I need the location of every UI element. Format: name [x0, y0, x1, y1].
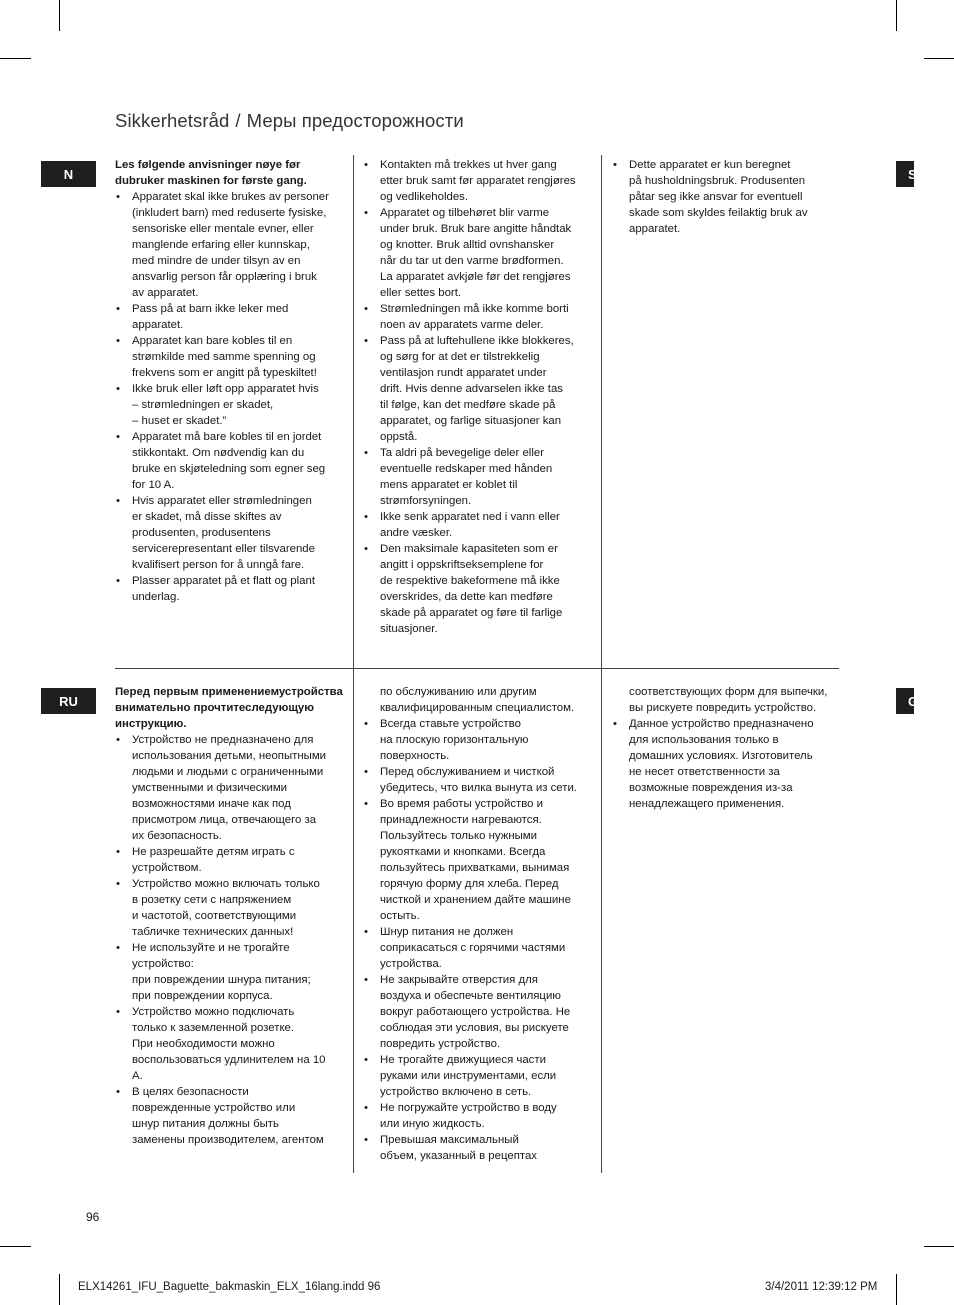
text-line: og knotter. Bruk alltid ovnshansker [380, 239, 555, 251]
text-line: • Не разрешайте детям играть с [132, 846, 295, 858]
text-line: • Не используйте и не трогайте [132, 942, 290, 954]
text-line: de respektive bakeformene må ikke [380, 575, 560, 587]
text-line: • Шнур питания не должен [380, 926, 514, 938]
text-line: • Во время работы устройство и [380, 798, 544, 810]
text-line: under bruk. Bruk bare angitte håndtak [380, 223, 572, 235]
text-line: • В целях безопасности [132, 1086, 249, 1098]
text-line: в розетку сети с напряжением [132, 894, 292, 906]
text-line: eventuelle redskaper med hånden [380, 463, 553, 475]
list-item [115, 1084, 350, 1148]
text-line: • Устройство можно включать только [132, 878, 320, 890]
text-line: • Не погружайте устройство в воду [380, 1102, 557, 1114]
text-line: apparatet, og farlige situasjoner kan [380, 415, 562, 427]
text-line: повредить устройство. [380, 1038, 501, 1050]
text-line: apparatet. [132, 319, 184, 331]
text-line: angitt i oppskriftseksemplene for [380, 559, 544, 571]
text-line: • Перед обслуживанием и чисткой [380, 766, 555, 778]
text-line: вы рискуете повредить устройство. [629, 702, 817, 714]
list-item [363, 796, 598, 924]
text-line: på husholdningsbruk. Produsenten [629, 175, 806, 187]
text-line: for 10 A. [132, 479, 175, 491]
text-line: • Pass på at barn ikke leker med [132, 303, 289, 315]
text-line: возможные повреждения из-за [629, 782, 793, 794]
text-line: Перед первым применением [115, 686, 279, 698]
text-line: drift. Hvis denne advarselen ikke tas [380, 383, 563, 395]
text-line: stikkontakt. Om nødvendig kan du [132, 447, 305, 459]
text-line: или иную жидкость. [380, 1118, 485, 1130]
text-line: (inkludert barn) med reduserte fysiske, [132, 207, 327, 219]
text-line: etter bruk samt før apparatet rengjøres [380, 175, 576, 187]
text-line: при повреждении шнура питания; [132, 974, 311, 986]
text-line: • Ikke senk apparatet ned i vann eller [380, 511, 560, 523]
text-line: når du tar ut den varme brødformen. [380, 255, 564, 267]
text-line: påtar seg ikke ansvar for eventuell [629, 191, 803, 203]
list-item [612, 157, 847, 237]
text-line: принадлежности нагреваются. [380, 814, 542, 826]
text-line: ненадлежащего применения. [629, 798, 785, 810]
text-line: med mindre de under tilsyn av en [132, 255, 301, 267]
ru-column-1 [115, 684, 350, 1148]
ru-column-3 [612, 684, 847, 812]
text-line: bruke en skjøteledning som egner seg [132, 463, 326, 475]
text-line: А. [132, 1070, 143, 1082]
text-line: воспользоваться удлинителем на 10 [132, 1054, 326, 1066]
text-line: возможностями иначе как под [132, 798, 291, 810]
text-line: • Den maksimale kapasiteten som er [380, 543, 558, 555]
text-line: чисткой и хранением дайте машине [380, 894, 571, 906]
text-line: oppstå. [380, 431, 418, 443]
text-line: шнур питания должны быть [132, 1118, 279, 1130]
text-line: устройство включено в сеть. [380, 1086, 532, 1098]
text-line: только к заземленной розетке. [132, 1022, 295, 1034]
text-line: • Apparatet skal ikke brukes av personer [132, 191, 329, 203]
section-heading [115, 157, 350, 189]
text-line: • Apparatet og tilbehøret blir varme [380, 207, 550, 219]
text-line: mens apparatet er koblet til [380, 479, 518, 491]
language-tab-right-bottom: G [896, 688, 914, 714]
text-line: og sørg for at det er tilstrekkelig [380, 351, 540, 363]
text-line: La apparatet avkjøle før det rengjøres [380, 271, 571, 283]
text-line: табличке технических данных! [132, 926, 294, 938]
text-line: горячую форму для хлеба. Перед [380, 878, 559, 890]
text-line: остыть. [380, 910, 420, 922]
crop-mark [924, 1246, 954, 1247]
text-line: соответствующих форм для выпечки, [629, 686, 828, 698]
text-line: av apparatet. [132, 287, 199, 299]
text-line: использования детьми, неопытными [132, 750, 327, 762]
text-line: устройства. [380, 958, 442, 970]
text-line: underlag. [132, 591, 180, 603]
ru-column-2 [363, 684, 598, 1164]
text-line: • Ta aldri på bevegelige deler eller [380, 447, 545, 459]
list-item [363, 1052, 598, 1100]
text-line: • Plasser apparatet på et flatt og plant [132, 575, 316, 587]
text-line: домашних условиях. Изготовитель [629, 750, 813, 762]
text-line: Пользуйтесь только нужными [380, 830, 537, 842]
bullet-list [612, 157, 847, 237]
language-tab-no: N [41, 161, 96, 187]
text-line: produsenten, produsentens [132, 527, 271, 539]
text-line: умственными и физическими [132, 782, 288, 794]
text-line: er skadet, må disse skiftes av [132, 511, 282, 523]
list-item [363, 541, 598, 637]
text-line: убедитесь, что вилка вынута из сети. [380, 782, 577, 794]
text-line: при повреждении корпуса. [132, 990, 273, 1002]
text-line: strømforsyningen. [380, 495, 472, 507]
bullet-list [115, 189, 350, 605]
text-line: • Pass på at luftehullene ikke blokkeres, [380, 335, 574, 347]
text-line: situasjoner. [380, 623, 438, 635]
crop-mark [896, 0, 897, 31]
list-item [115, 381, 350, 429]
section-divider [115, 668, 839, 669]
list-item [612, 716, 847, 812]
list-item [363, 924, 598, 972]
text-line: поверхность. [380, 750, 450, 762]
text-line: При необходимости можно [132, 1038, 275, 1050]
text-line: noen av apparatets varme deler. [380, 319, 544, 331]
list-item [115, 876, 350, 940]
text-line: andre væsker. [380, 527, 453, 539]
column-divider [601, 155, 602, 669]
column-divider [353, 669, 354, 1173]
text-line: ventilasjon rundt apparatet under [380, 367, 547, 379]
text-line: Les følgende anvisninger nøye før du [115, 159, 301, 187]
text-line: людьми и людьми с ограниченными [132, 766, 324, 778]
text-line: eller settes bort. [380, 287, 462, 299]
text-line: skade som skyldes feilaktig bruk av [629, 207, 808, 219]
text-line: • Не закрывайте отверстия для [380, 974, 538, 986]
crop-mark [0, 1246, 31, 1247]
list-item [115, 844, 350, 876]
list-item [363, 205, 598, 301]
text-line: • Превышая максимальный [380, 1134, 519, 1146]
text-line: объем, указанный в рецептах [380, 1150, 537, 1162]
list-item-continuation [363, 684, 598, 716]
column-divider [353, 155, 354, 669]
text-line: пользуйтесь прихватками, вынимая [380, 862, 570, 874]
language-tab-ru: RU [41, 688, 96, 714]
text-line: skade på apparatet og føre til farlige [380, 607, 563, 619]
text-line: • Kontakten må trekkes ut hver gang [380, 159, 557, 171]
text-line: устройство: [132, 958, 194, 970]
text-line: устройством. [132, 862, 202, 874]
page-number: 96 [86, 1210, 100, 1224]
text-line: servicerepresentant eller tilsvarende [132, 543, 315, 555]
list-item [115, 333, 350, 381]
text-line: соблюдая эти условия, вы рискуете [380, 1022, 569, 1034]
crop-mark [0, 58, 31, 59]
text-line: sensoriske eller mentale evner, eller [132, 223, 314, 235]
list-item [363, 716, 598, 764]
text-line: следующую инструкцию. [115, 702, 314, 730]
text-line: manglende erfaring eller kunnskap, [132, 239, 310, 251]
list-item [115, 301, 350, 333]
bullet-list [363, 157, 598, 637]
text-line: по обслуживанию или другим [380, 686, 537, 698]
text-line: рукоятками и кнопками. Всегда [380, 846, 546, 858]
list-item [363, 972, 598, 1052]
text-line: поврежденные устройство или [132, 1102, 296, 1114]
text-line: • Не трогайте движущиеся части [380, 1054, 546, 1066]
text-line: overskrides, da dette kan medføre [380, 591, 553, 603]
text-line: • Apparatet kan bare kobles til en [132, 335, 293, 347]
list-item [115, 189, 350, 301]
text-line: • Dette apparatet er kun beregnet [629, 159, 791, 171]
column-divider [601, 669, 602, 1173]
list-item [363, 509, 598, 541]
list-item [363, 301, 598, 333]
list-item [363, 764, 598, 796]
footer-filename: ELX14261_IFU_Baguette_bakmaskin_ELX_16lang.indd 96 [78, 1281, 381, 1293]
bullet-list [612, 684, 847, 812]
text-line: til følge, kan det medføre skade på [380, 399, 556, 411]
text-line: • Strømledningen må ikke komme borti [380, 303, 569, 315]
text-line: apparatet. [629, 223, 681, 235]
text-line: • Всегда ставьте устройство [380, 718, 521, 730]
text-line: устройства внимательно прочтите [115, 686, 343, 714]
text-line: присмотром лица, отвечающего за [132, 814, 317, 826]
crop-mark [924, 58, 954, 59]
text-line: вокруг работающего устройства. Не [380, 1006, 571, 1018]
list-item [363, 445, 598, 509]
text-line: strømkilde med samme spenning og [132, 351, 316, 363]
section-heading [115, 684, 350, 732]
text-line: – huset er skadet.” [132, 415, 227, 427]
list-item [115, 732, 350, 844]
title-no: Sikkerhetsråd [115, 110, 230, 131]
language-tab-right-top: S [896, 161, 914, 187]
text-line: • Устройство можно подключать [132, 1006, 295, 1018]
list-item [363, 157, 598, 205]
list-item-continuation [612, 684, 847, 716]
text-line: заменены производителем, агентом [132, 1134, 324, 1146]
text-line: руками или инструментами, если [380, 1070, 557, 1082]
text-line: • Устройство не предназначено для [132, 734, 314, 746]
title-separator: / [235, 110, 241, 131]
list-item [115, 493, 350, 573]
footer-timestamp: 3/4/2011 12:39:12 PM [765, 1281, 878, 1293]
no-column-3 [612, 157, 847, 237]
text-line: bruker maskinen for første gang. [128, 175, 307, 187]
text-line: og vedlikeholdes. [380, 191, 469, 203]
list-item [115, 940, 350, 1004]
bullet-list [115, 732, 350, 1148]
no-column-2 [363, 157, 598, 637]
list-item [363, 1100, 598, 1132]
text-line: их безопасность. [132, 830, 222, 842]
text-line: воздуха и обеспечьте вентиляцию [380, 990, 561, 1002]
text-line: • Apparatet må bare kobles til en jordet [132, 431, 322, 443]
bullet-list [363, 684, 598, 1164]
text-line: • Данное устройство предназначено [629, 718, 814, 730]
list-item [115, 1004, 350, 1084]
crop-mark [59, 1274, 60, 1305]
text-line: frekvens som er angitt på typeskiltet! [132, 367, 317, 379]
list-item [115, 429, 350, 493]
list-item [115, 573, 350, 605]
text-line: квалифицированным специалистом. [380, 702, 575, 714]
list-item [363, 1132, 598, 1164]
text-line: соприкасаться с горячими частями [380, 942, 566, 954]
crop-mark [896, 1274, 897, 1305]
text-line: kvalifisert person for å unngå fare. [132, 559, 305, 571]
text-line: для использования только в [629, 734, 779, 746]
text-line: • Hvis apparatet eller strømledningen [132, 495, 312, 507]
text-line: ansvarlig person får opplæring i bruk [132, 271, 317, 283]
text-line: не несет ответственности за [629, 766, 780, 778]
text-line: • Ikke bruk eller løft opp apparatet hvis [132, 383, 319, 395]
list-item [363, 333, 598, 445]
text-line: – strømledningen er skadet, [132, 399, 274, 411]
title-ru: Меры предосторожности [246, 110, 464, 131]
page-title [115, 110, 464, 132]
crop-mark [59, 0, 60, 31]
text-line: на плоскую горизонтальную [380, 734, 529, 746]
text-line: и частотой, соответствующими [132, 910, 297, 922]
no-column-1 [115, 157, 350, 605]
